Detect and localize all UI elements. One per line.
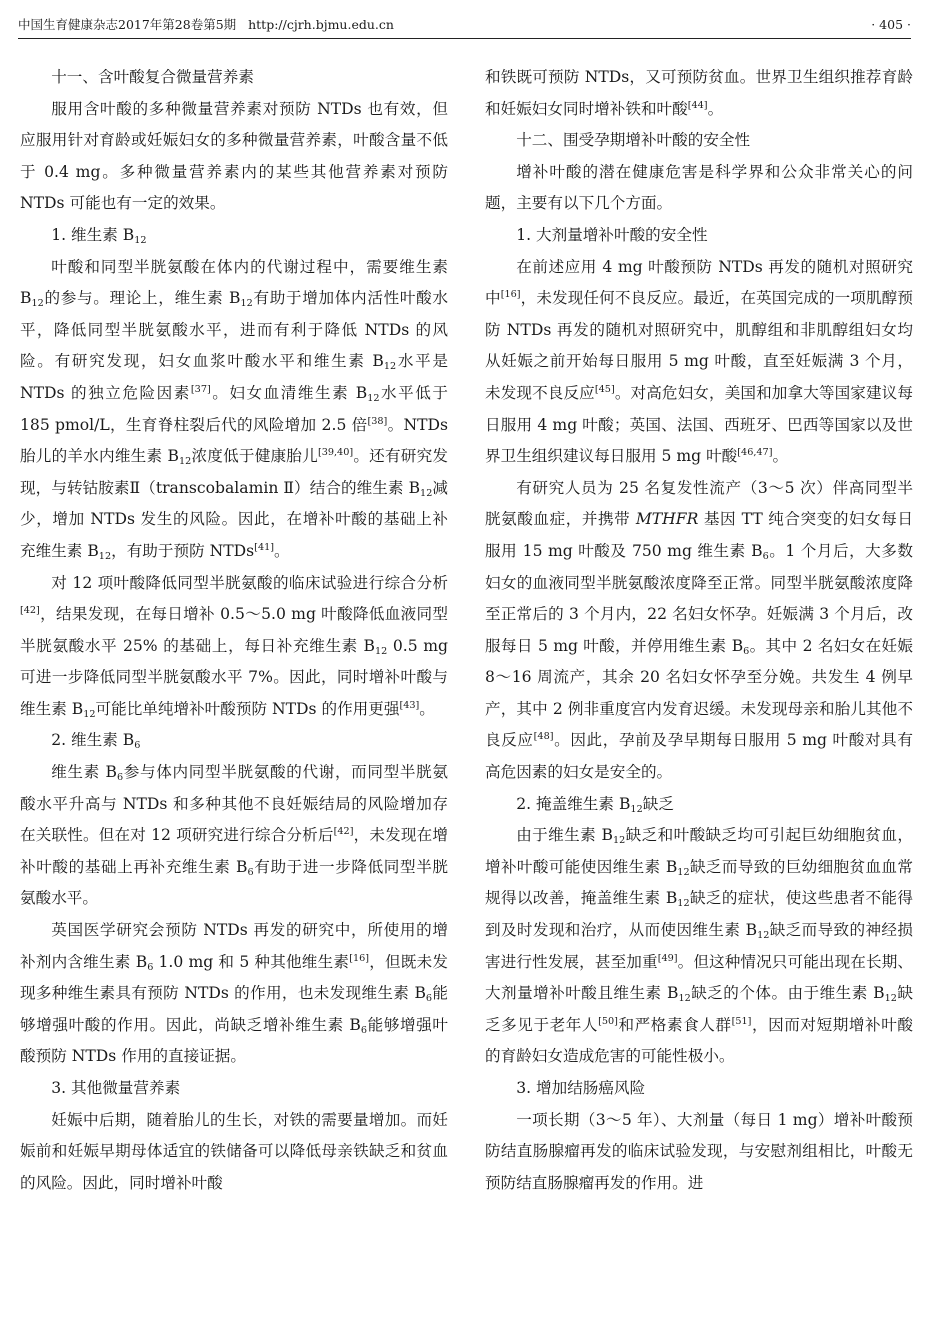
right-column — [485, 62, 913, 1199]
section-heading: 2. 掩盖维生素 $B_{12}$缺乏 — [516, 794, 674, 815]
section-heading: 2. 维生素 $B_6$ — [51, 731, 141, 752]
body-paragraph: 叶酸和同型半胱氨酸在体内的代谢过程中，需要维生素 $B_{12}$的参与。理论上，维生素 $B_{12}$有助于增加体内活性叶酸水平，降低同型半胱氨酸水平，进而有利于降低 NTDs 的风险。有研究发现，妇女血浆叶酸水平和维生素 $B_{12}$水平是 NTDs 的独立危险因素[37]。妇女血清维生素 $B_{12}$水平低于 185 pmol/L，生育脊柱裂后代的风险增加 2.5 倍[38]。NTDs 胎儿的羊水内维生素 $B_{12}$浓度低于健康胎儿[39,40]。还有研究发现，与转钴胺素Ⅱ（transcobalamin Ⅱ）结合的维生素 $B_{12}$减少，增加 NTDs 发生的风险。因此，在增补叶酸的基础上补充维生素 $B_{12}$，有助于预防 NTDs[41]。 — [20, 257, 448, 562]
page-number: · 405 · — [871, 17, 911, 32]
journal-header-left — [18, 12, 394, 38]
body-paragraph: 维生素 $B_6$参与体内同型半胱氨酸的代谢，而同型半胱氨酸水平升高与 NTDs 和多种其他不良妊娠结局的风险增加存在关联性。但在对 12 项研究进行综合分析后[42]，未发现在增补叶酸的基础上再补充维生素 $B_6$有助于进一步降低同型半胱氨酸水平。 — [20, 763, 448, 908]
section-heading: 十二、围受孕期增补叶酸的安全性 — [516, 131, 751, 150]
body-paragraph: 增补叶酸的潜在健康危害是科学界和公众非常关心的问题，主要有以下几个方面。 — [485, 162, 913, 213]
body-paragraph: 服用含叶酸的多种微量营养素对预防 NTDs 也有效，但应服用针对育龄或妊娠妇女的多种微量营养素，叶酸含量不低于 0.4 mg。多种微量营养素内的某些其他营养素对预防 NTDs 可能也有一定的效果。 — [20, 99, 448, 213]
body-paragraph-continued: 和铁既可预防 NTDs，又可预防贫血。世界卫生组织推荐育龄和妊娠妇女同时增补铁和叶酸[44]。 — [485, 68, 913, 118]
body-paragraph: 一项长期（3～5 年）、大剂量（每日 1 mg）增补叶酸预防结直肠腺瘤再发的临床试验发现，与安慰剂组相比，叶酸无预防结直肠腺瘤再发的作用。进 — [485, 1110, 913, 1192]
body-paragraph: 对 12 项叶酸降低同型半胱氨酸的临床试验进行综合分析[42]，结果发现，在每日增补 0.5～5.0 mg 叶酸降低血液同型半胱氨酸水平 25% 的基础上，每日补充维生素 $B_{12}$ 0.5 mg 可进一步降低同型半胱氨酸水平 7%。因此，同时增补叶酸与维生素 $B_{12}$可能比单纯增补叶酸预防 NTDs 的作用更强[43]。 — [20, 573, 448, 720]
body-paragraph: 有研究人员为 25 名复发性流产（3～5 次）伴高同型半胱氨酸血症，并携带 MTHFR 基因 TT 纯合突变的妇女每日服用 15 mg 叶酸及 750 mg 维生素 $B_6$。1 个月后，大多数妇女的血液同型半胱氨酸浓度降至正常。同型半胱氨酸浓度降至正常后的 3 个月内，22 名妇女怀孕。妊娠满 3 个月后，改服每日 5 mg 叶酸，并停用维生素 $B_6$。其中 2 名妇女在妊娠 8～16 周流产，其余 20 名妇女怀孕至分娩。共发生 4 例早产，其中 2 例非重度宫内发育迟缓。未发现母亲和胎儿其他不良反应[48]。因此，孕前及孕早期每日服用 5 mg 叶酸对具有高危因素的妇女是安全的。 — [485, 478, 913, 782]
body-paragraph: 英国医学研究会预防 NTDs 再发的研究中，所使用的增补剂内含维生素 $B_6$ 1.0 mg 和 5 种其他维生素[16]，但既未发现多种维生素具有预防 NTDs 的作用，也未发现维生素 $B_6$能够增强叶酸的作用。因此，尚缺乏增补维生素 $B_6$能够增强叶酸预防 NTDs 作用的直接证据。 — [20, 921, 448, 1066]
section-heading: 1. 大剂量增补叶酸的安全性 — [516, 225, 708, 244]
body-paragraph: 在前述应用 4 mg 叶酸预防 NTDs 再发的随机对照研究中[16]，未发现任何不良反应。最近，在英国完成的一项肌醇预防 NTDs 再发的随机对照研究中，肌醇组和非肌醇组妇女均从妊娠之前开始每日服用 5 mg 叶酸，直至妊娠满 3 个月，未发现不良反应[45]。对高危妇女，美国和加拿大等国家建议每日服用 4 mg 叶酸；英国、法国、西班牙、巴西等国家以及世界卫生组织建议每日服用 5 mg 叶酸[46,47]。 — [485, 257, 913, 466]
journal-title: 中国生育健康杂志2017年第28卷第5期 — [18, 17, 237, 32]
running-header — [18, 12, 911, 39]
section-heading: 十一、含叶酸复合微量营养素 — [51, 68, 254, 86]
body-paragraph: 由于维生素 $B_{12}$缺乏和叶酸缺乏均可引起巨幼细胞贫血，增补叶酸可能使因维生素 $B_{12}$缺乏而导致的巨幼细胞贫血血常规得以改善，掩盖维生素 $B_{12}$缺乏的症状，使这些患者不能得到及时发现和治疗，从而使因维生素 $B_{12}$缺乏而导致的神经损害进行性发展，甚至加重[49]。但这种情况只可能出现在长期、大剂量增补叶酸且维生素 $B_{12}$缺乏的个体。由于维生素 $B_{12}$缺乏多见于老年人[50]和严格素食人群[51]，因而对短期增补叶酸的育龄妇女造成危害的可能性极小。 — [485, 826, 913, 1066]
section-heading: 3. 其他微量营养素 — [51, 1079, 181, 1097]
body-paragraph: 妊娠中后期，随着胎儿的生长，对铁的需要量增加。而妊娠前和妊娠早期母体适宜的铁储备可以降低母亲铁缺乏和贫血的风险。因此，同时增补叶酸 — [20, 1110, 448, 1192]
left-column — [20, 62, 448, 1199]
section-heading: 3. 增加结肠癌风险 — [516, 1079, 646, 1097]
journal-url: http://cjrh.bjmu.edu.cn — [248, 17, 394, 32]
section-heading: 1. 维生素 $B_{12}$ — [51, 225, 147, 246]
